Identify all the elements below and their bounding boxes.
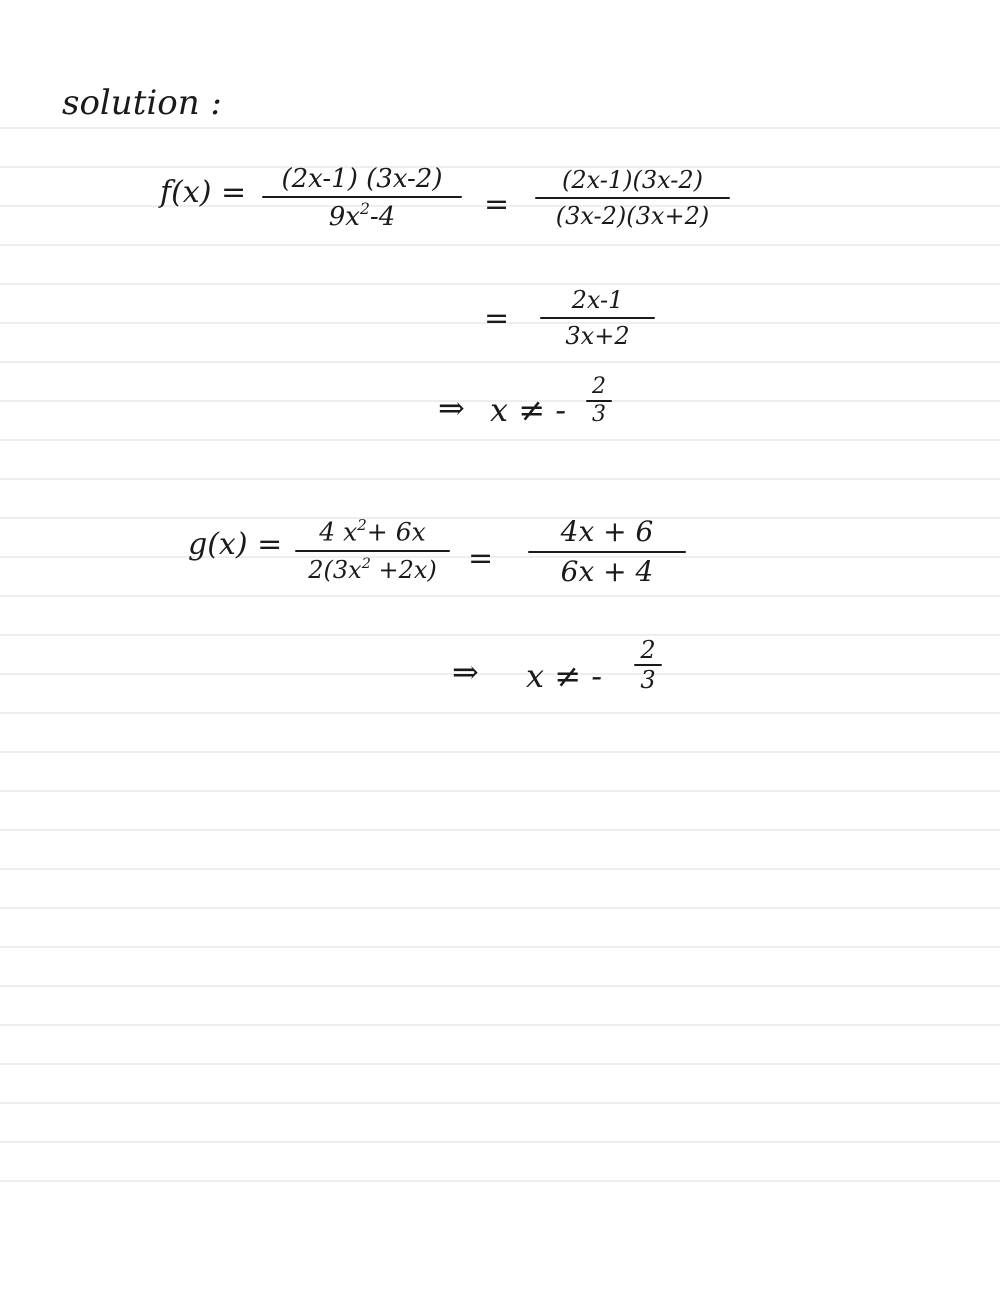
g-restriction-fraction <box>634 638 662 692</box>
g-fraction-1-den-a: 2(3x <box>308 555 362 584</box>
f-fraction-2-bar <box>535 197 730 199</box>
g-fraction-1-den-b: +2x) <box>370 555 437 584</box>
f-fraction-3-bar <box>540 317 655 319</box>
f-restriction-denominator: 3 <box>592 402 606 427</box>
f-fraction-1-denominator <box>262 202 462 230</box>
g-fraction-2-bar <box>528 551 686 553</box>
f-equals-2: = <box>484 301 510 336</box>
f-fraction-1 <box>262 166 462 230</box>
g-restriction-numerator: 2 <box>640 636 656 664</box>
g-restriction: x ≠ - <box>526 657 603 695</box>
g-fraction-2-numerator: 4x + 6 <box>560 515 654 548</box>
g-fraction-1-denominator <box>295 557 450 582</box>
g-fraction-1 <box>295 518 450 582</box>
f-fraction-1-numerator: (2x-1) (3x-2) <box>281 164 443 194</box>
solution-heading: solution : <box>62 83 222 123</box>
g-fraction-1-num-a: 4 x <box>319 517 358 547</box>
g-fraction-1-num-b: + 6x <box>366 517 426 547</box>
g-lhs: g(x) = <box>188 527 283 562</box>
f-fraction-1-den-base: 9x <box>328 201 360 232</box>
g-fraction-2 <box>528 515 686 588</box>
g-fraction-1-bar <box>295 550 450 552</box>
f-fraction-3 <box>540 288 655 348</box>
f-restriction-fraction <box>586 376 612 426</box>
g-fraction-2-denominator: 6x + 4 <box>560 555 654 588</box>
g-fraction-1-den-exponent: 2 <box>361 555 371 572</box>
g-restriction-denominator: 3 <box>640 666 656 694</box>
f-fraction-3-numerator: 2x-1 <box>571 286 624 314</box>
f-fraction-3-denominator: 3x+2 <box>565 322 630 350</box>
g-equals-1: = <box>468 541 494 576</box>
f-fraction-2-denominator: (3x-2)(3x+2) <box>555 202 710 230</box>
f-equals-1: = <box>484 187 510 222</box>
f-fraction-1-den-exponent: 2 <box>359 200 370 218</box>
f-fraction-2-numerator: (2x-1)(3x-2) <box>562 166 703 194</box>
g-implies-arrow: ⇒ <box>452 653 479 691</box>
f-restriction-numerator: 2 <box>592 374 606 399</box>
f-fraction-1-den-tail: -4 <box>369 201 396 232</box>
f-fraction-2 <box>535 168 730 228</box>
f-fraction-1-bar <box>262 196 462 198</box>
f-lhs: f(x) = <box>160 175 247 210</box>
f-restriction: x ≠ - <box>490 391 567 429</box>
f-implies-arrow: ⇒ <box>438 389 465 427</box>
g-fraction-1-numerator <box>295 518 450 545</box>
g-fraction-1-num-exponent: 2 <box>357 516 367 534</box>
